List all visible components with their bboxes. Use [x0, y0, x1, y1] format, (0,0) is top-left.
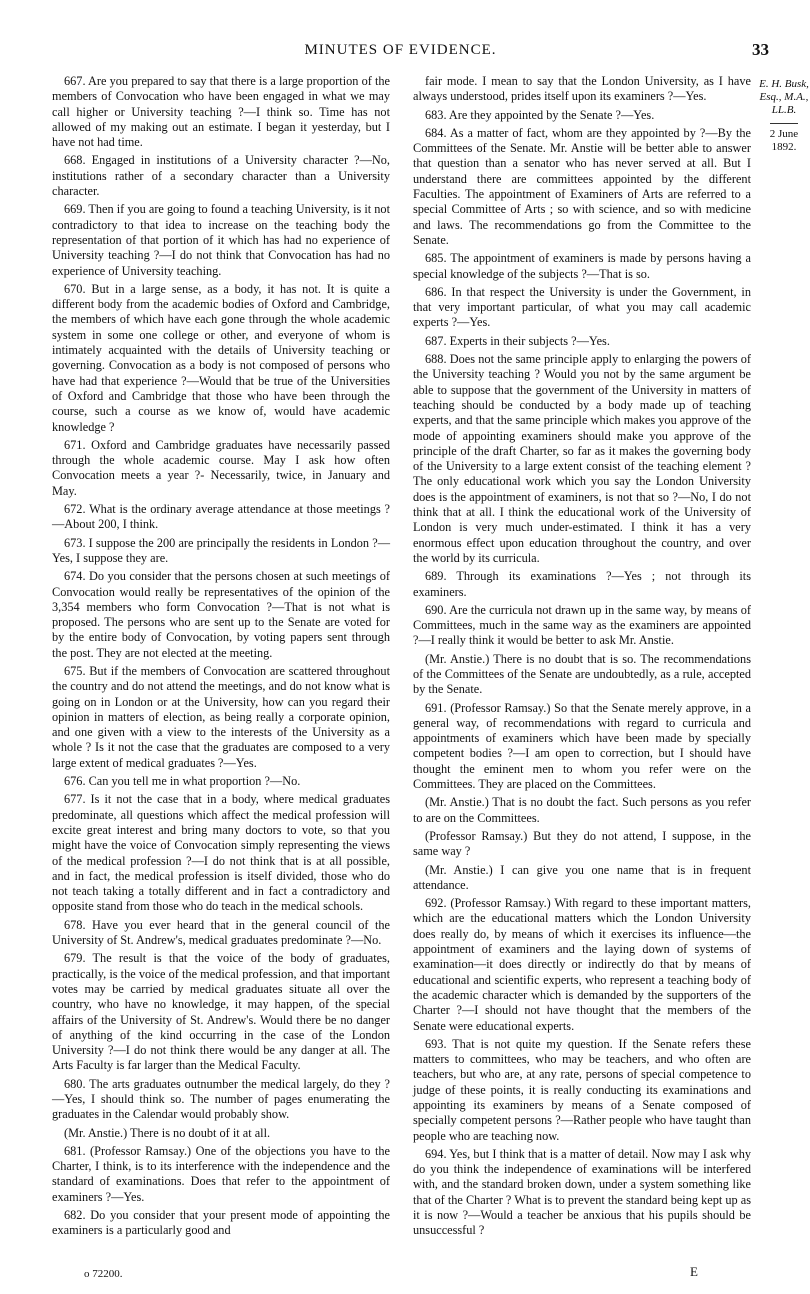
paragraph: 685. The appointment of examiners is made by persons having a special knowledge of the subjects ?—That is so. — [413, 251, 751, 281]
paragraph: 677. Is it not the case that in a body, where medical graduates predominate, all questions which affect the medical profession will excite great interest and bring many doctors to vote, so that you might have the voice of Convocation simply representing the views of the medical profession ?—I do not think that is at all possible, and in fact, the medical profession is itself divided, those who do not teach taking a totally different and in fact a contradictory and opposite stand from those who do teach in the medical schools. — [52, 792, 390, 914]
paragraph: 672. What is the ordinary average attendance at those meetings ?—About 200, I think. — [52, 502, 390, 532]
paragraph: 687. Experts in their subjects ?—Yes. — [425, 333, 610, 348]
paragraph: 674. Do you consider that the persons chosen at such meetings of Convocation would really be representatives of the opinion of the 3,354 members who form Convocation ?—That is not what is proposed. The persons who are sent up to the Senate are voted for by the entire body of Convocation, by voting papers sent through the post. They are not elected at the meeting. — [52, 569, 390, 660]
paragraph: (Mr. Anstie.) There is no doubt that is so. The recommendations of the Committees of the Senate are undoubtedly, as a rule, accepted by the Senate. — [413, 651, 751, 697]
paragraph: 670. But in a large sense, as a body, it has not. It is quite a different body from the academic bodies of Oxford and Cambridge, the members of which have each gone through the whole academic system in some one college or other, and everyone of whom is intimately acquainted with the details of University teaching or governing. Convocation as a body is not composed of persons who have had that experience ?—Would that be true of the Universities of Oxford and Cambridge that those who have been through the course, such a course as we know of, would have academic knowledge ? — [52, 281, 390, 434]
paragraph: 681. (Professor Ramsay.) One of the objections you have to the Charter, I think, is to its interference with the independence and the standard of examinations. Does that refer to the appointment of examiners ?—Yes. — [52, 1143, 390, 1204]
paragraph: 667. Are you prepared to say that there is a large proportion of the members of Convocation who have been engaged in what we may call higher or University teaching ?—I think so. Time has not allowed of my making out an estimate. I began it yesterday, but I have not had time. — [52, 74, 390, 150]
paragraph: (Mr. Anstie.) I can give you one name that is in frequent attendance. — [413, 862, 751, 892]
paragraph: 684. As a matter of fact, whom are they appointed by ?—By the Committees of the Senate. Mr. Anstie will be better able to answer that question than a senator who has never served at all. But I understand there are committees appointed by the different Faculties. The appointment of Examiners of Arts are referred to a special Committee of Arts ; so with science, and so with medicine and laws. The recommendations go from the Committee to the Senate. — [413, 125, 751, 247]
paragraph: (Mr. Anstie.) There is no doubt of it at all. — [64, 1125, 271, 1140]
paragraph: (Professor Ramsay.) But they do not attend, I suppose, in the same way ? — [413, 828, 751, 859]
paragraph: 680. The arts graduates outnumber the medical largely, do they ?—Yes, I should think so. The number of pages enumerating the graduates in the Calendar would probably show. — [52, 1076, 390, 1122]
signature-mark: E — [690, 1264, 698, 1279]
margin-note — [758, 78, 810, 154]
paragraph: 668. Engaged in institutions of a University character ?—No, institutions rather of a secondary character than a University character. — [52, 153, 390, 199]
paragraph: 669. Then if you are going to found a teaching University, is it not contradictory to that idea to increase on the teaching body the representation of that portion of it which has had no experience of University teaching ?—I do not think that Convocation has had no experience of University teaching. — [52, 202, 390, 278]
witness-date: 2 June 1892. — [769, 128, 799, 153]
right-column — [413, 74, 751, 1242]
paragraph: 690. Are the curricula not drawn up in the same way, by means of Committees, much in the same way as the examiners are appointed ?—I really think it would be better to ask Mr. Anstie. — [413, 602, 751, 648]
paragraph: 682. Do you consider that your present mode of appointing the examiners is a particularly good and — [52, 1208, 390, 1238]
running-head-title: MINUTES OF EVIDENCE. — [304, 42, 497, 58]
print-code: o 72200. — [84, 1268, 123, 1280]
paragraph: 691. (Professor Ramsay.) So that the Senate merely approve, in a general way, of recommendations with regard to curricula and appointments of examiners which have been made by specially competent bodies ?—I am open to correction, but I should have thought the eminent men to whom you refer were on the Committees. They are placed on the Committees. — [413, 700, 751, 792]
margin-rule — [770, 123, 798, 124]
paragraph: 689. Through its examinations ?—Yes ; not through its examiners. — [413, 569, 751, 599]
witness-name-line-1: E. H. Busk, — [759, 78, 809, 90]
page-number: 33 — [752, 40, 769, 59]
paragraph: fair mode. I mean to say that the London University, as I have always understood, prides itself upon its examiners ?—Yes. — [413, 74, 751, 104]
left-column — [52, 74, 390, 1242]
paragraph: 678. Have you ever heard that in the general council of the University of St. Andrew's, medical graduates predominate ?—No. — [52, 917, 390, 948]
paragraph: 683. Are they appointed by the Senate ?—Yes. — [425, 107, 655, 122]
witness-name-line-2: Esq., M.A., — [759, 91, 809, 103]
paragraph: 686. In that respect the University is under the Government, in that very important particular, of what you may call academic experts ?—Yes. — [413, 284, 751, 330]
paragraph: 692. (Professor Ramsay.) With regard to these important matters, which are the educational matters which the London University does really do, by means of which it exercises its influence—the appointment of examiners and the laying down of systems of examination—it does directly or indirectly do that by means of educational and scientific experts, who represent a teaching body of the academic character which is demanded by the supporters of the Charter ?—I should not have thought that the members of the Senate were educational experts. — [413, 896, 751, 1033]
paragraph: 688. Does not the same principle apply to enlarging the powers of the University teaching ? Would you not by the same argument be able to suppose that the government of the University in matters of teaching should be conducted by a body made up of teaching experts, and that the same principle which makes you approve of the mode of appointing examiners should make you approve of the principle of the draft Charter, so far as it makes the governing body of the University to a large extent consist of the teaching element ? The only educational work which you say the London University does is the appointment of examiners, is not that so ?—No, I do not think that at all. I think the educational work of the University of London is very much under-estimated. I think it has a very enormous effect upon education throughout the country, and over the world by its curricula. — [413, 352, 751, 565]
paragraph: 679. The result is that the voice of the body of graduates, practically, is the voice of the medical profession, and that important votes may be carried by medical graduates situate all over the country, who have no knowledge, it may happen, of the special affairs of the University of St. Andrew's. Would there be no danger of anything of the kind occurring in the case of the London University ?—I do not think there would be any danger at all. The Arts Faculty is far larger than the Medical Faculty. — [52, 951, 390, 1073]
paragraph: 671. Oxford and Cambridge graduates have necessarily passed through the whole academic course. May I ask how often Convocation meets a year ?- Necessarily, twice, in January and May. — [52, 437, 390, 498]
paragraph: 673. I suppose the 200 are principally the residents in London ?—Yes, I suppose they are. — [52, 535, 390, 565]
paragraph: (Mr. Anstie.) That is no doubt the fact. Such persons as you refer to are on the Committees. — [413, 795, 751, 825]
witness-name-line-3: LL.B. — [771, 104, 797, 116]
paragraph: 693. That is not quite my question. If the Senate refers these matters to committees, who may be teachers, and who often are teachers, but who are, at any rate, persons of special competence to judge of these points, it is really conducting its examinations and appointing its examiners by means of a Senate composed of specially competent persons ?—Rather people who have taught than people who are teaching now. — [413, 1036, 751, 1143]
paragraph: 694. Yes, but I think that is a matter of detail. Now may I ask why do you think the independence of examinations will be interfered with, and the standard broken down, under a system something like that of the Charter ? What is to prevent the standard being kept up as it is now ?—Would a teacher be anxious that his pupils should be unsuccessful ? — [413, 1146, 751, 1238]
paragraph: 675. But if the members of Convocation are scattered throughout the country and do not attend the meetings, and do not know what is going on in London or at the University, how can you regard their opinion in matters of election, as being really a corporate opinion, and one given with a view to the interests of the University as a whole ? Is it not the case that the graduates are composed to a very large extent of medical graduates ?—Yes. — [52, 663, 390, 770]
paragraph: 676. Can you tell me in what proportion ?—No. — [64, 774, 301, 789]
